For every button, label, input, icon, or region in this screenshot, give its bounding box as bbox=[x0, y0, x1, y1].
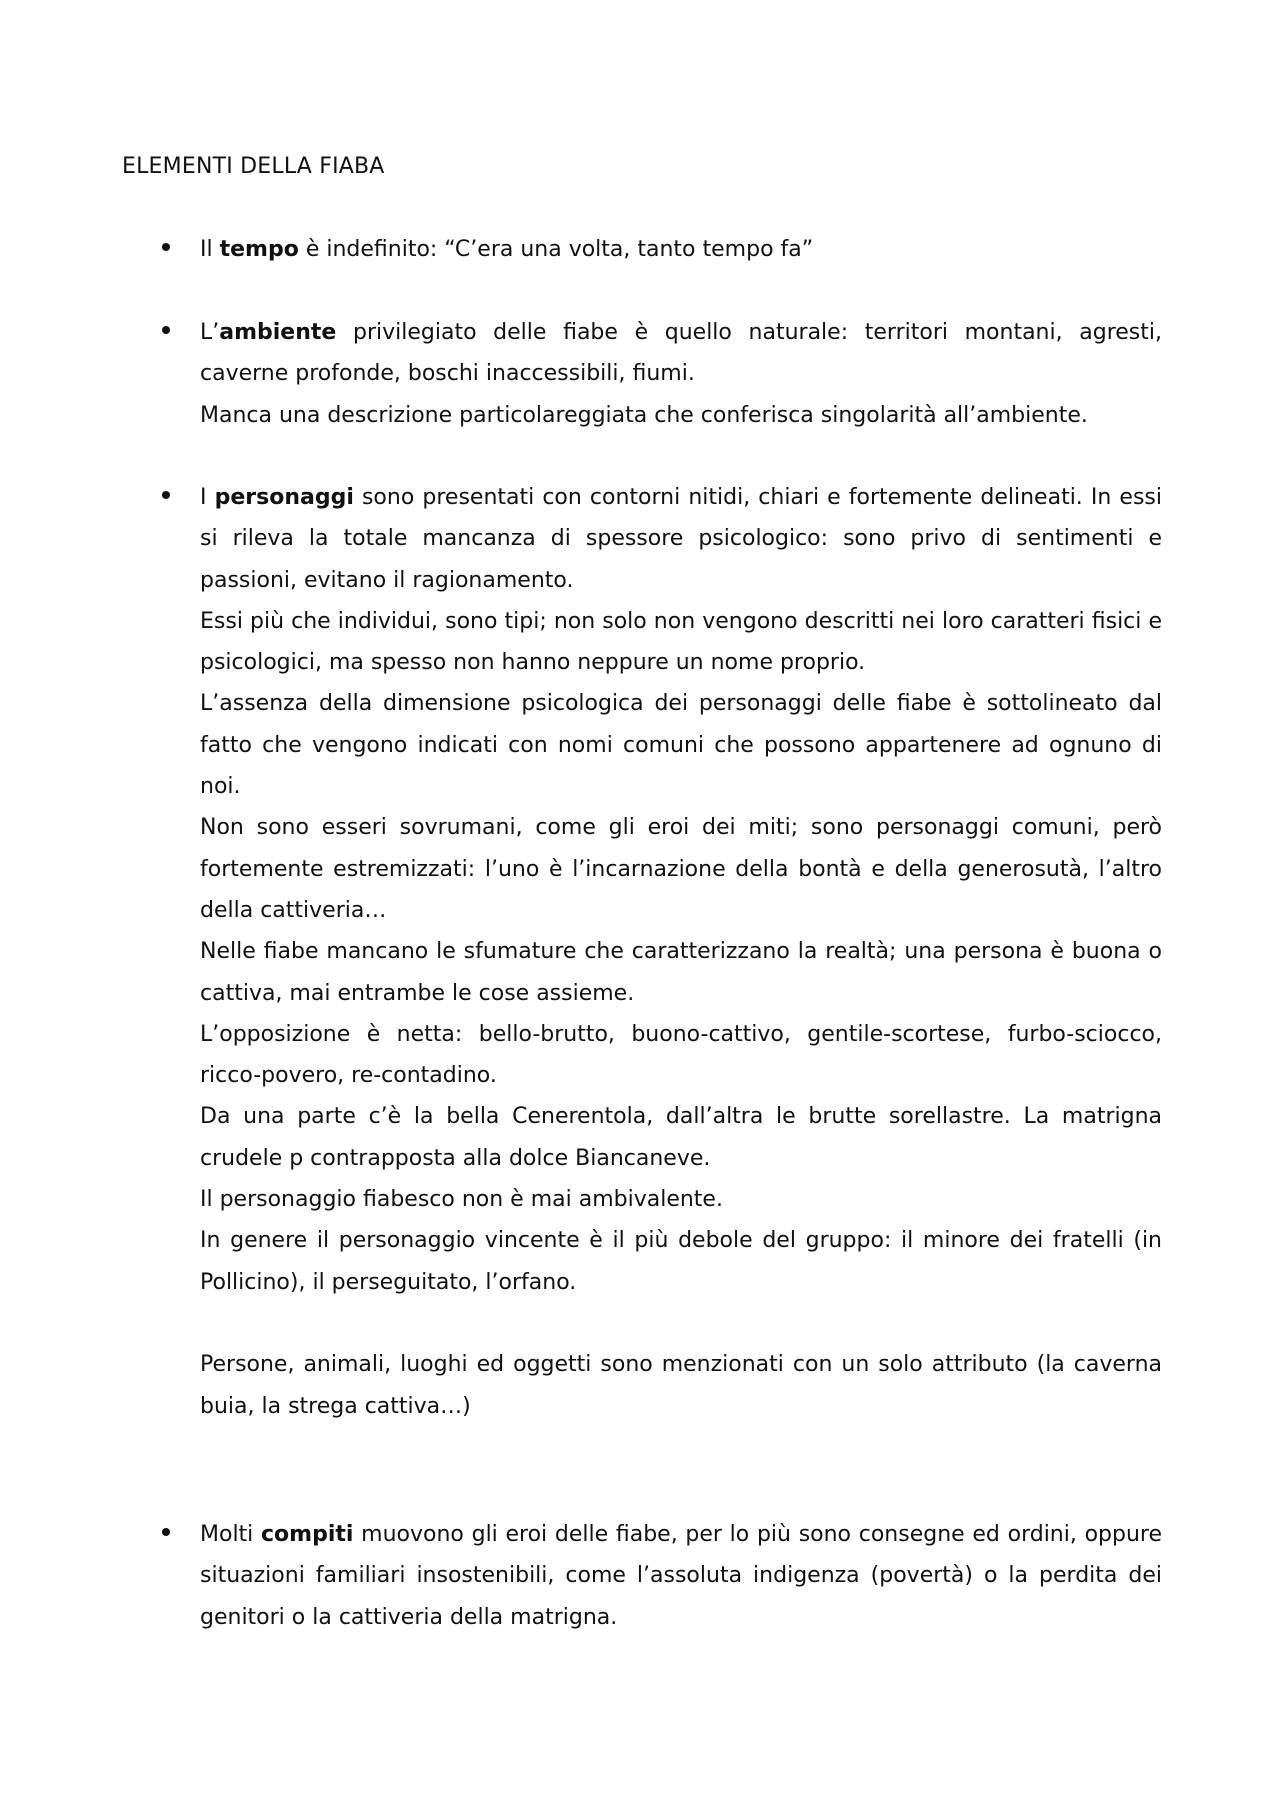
item-personaggi-paragraph: In genere il personaggio vincente è il più debole del gruppo: il minore dei fratelli (in Pollicino), il perseguitato, l’orfano. bbox=[200, 1228, 1162, 1295]
item-personaggi-paragraph: L’assenza della dimensione psicologica dei personaggi delle fiabe è sottolineato dal fatto che vengono indicati con nomi comuni che possono appartenere ad ognuno di noi. bbox=[200, 691, 1162, 800]
item-ambiente-paragraph: Manca una descrizione particolareggiata che conferisca singolarità all’ambiente. bbox=[200, 402, 1088, 428]
item-personaggi-paragraph: L’opposizione è netta: bello-brutto, buono-cattivo, gentile-scortese, furbo-sciocco, ricco-povero, re-contadino. bbox=[200, 1021, 1162, 1089]
bullet-icon bbox=[162, 326, 170, 334]
item-ambiente-text: L’ambiente privilegiato delle fiabe è quello naturale: territori montani, agresti, caverne profonde, boschi inaccessibili, fiumi. bbox=[200, 320, 1162, 387]
keyword-ambiente: ambiente bbox=[219, 320, 337, 345]
item-personaggi-paragraph: Non sono esseri sovrumani, come gli eroi dei miti; sono personaggi comuni, però fortemente estremizzati: l’uno è l’incarnazione della bontà e della generosutà, l’altro della cattiveria… bbox=[200, 815, 1162, 923]
item-personaggi-text: I personaggi sono presentati con contorni nitidi, chiari e fortemente delineati. In essi si rileva la totale mancanza di spessore psicologico: sono privo di sentimenti e passioni, evitano il ragionamento. bbox=[200, 485, 1162, 593]
item-tempo-text: Il tempo è indefinito: “C’era una volta, tanto tempo fa” bbox=[200, 237, 814, 262]
bullet-icon bbox=[162, 1528, 170, 1536]
item-personaggi-attribute-note: Persone, animali, luoghi ed oggetti sono menzionati con un solo attributo (la caverna buia, la strega cattiva…) bbox=[200, 1352, 1162, 1419]
item-personaggi-paragraph: Essi più che individui, sono tipi; non solo non vengono descritti nei loro caratteri fisici e psicologici, ma spesso non hanno neppure un nome proprio. bbox=[200, 608, 1162, 676]
bullet-icon bbox=[162, 491, 170, 499]
bullet-icon bbox=[162, 243, 170, 251]
keyword-compiti: compiti bbox=[261, 1522, 354, 1547]
item-personaggi-paragraph: Il personaggio fiabesco non è mai ambivalente. bbox=[200, 1187, 723, 1213]
item-compiti-text: Molti compiti muovono gli eroi delle fiabe, per lo più sono consegne ed ordini, oppure situazioni familiari insostenibili, come l’assoluta indigenza (povertà) o la perdita dei genitori o la cattiveria della matrigna. bbox=[200, 1522, 1162, 1630]
keyword-tempo: tempo bbox=[219, 237, 299, 262]
document-title: ELEMENTI DELLA FIABA bbox=[122, 154, 385, 179]
item-personaggi-paragraph: Nelle fiabe mancano le sfumature che caratterizzano la realtà; una persona è buona o cattiva, mai entrambe le cose assieme. bbox=[200, 939, 1162, 1006]
keyword-personaggi: personaggi bbox=[214, 485, 354, 510]
item-personaggi-paragraph: Da una parte c’è la bella Cenerentola, dall’altra le brutte sorellastre. La matrigna crudele p contrapposta alla dolce Biancaneve. bbox=[200, 1104, 1162, 1171]
